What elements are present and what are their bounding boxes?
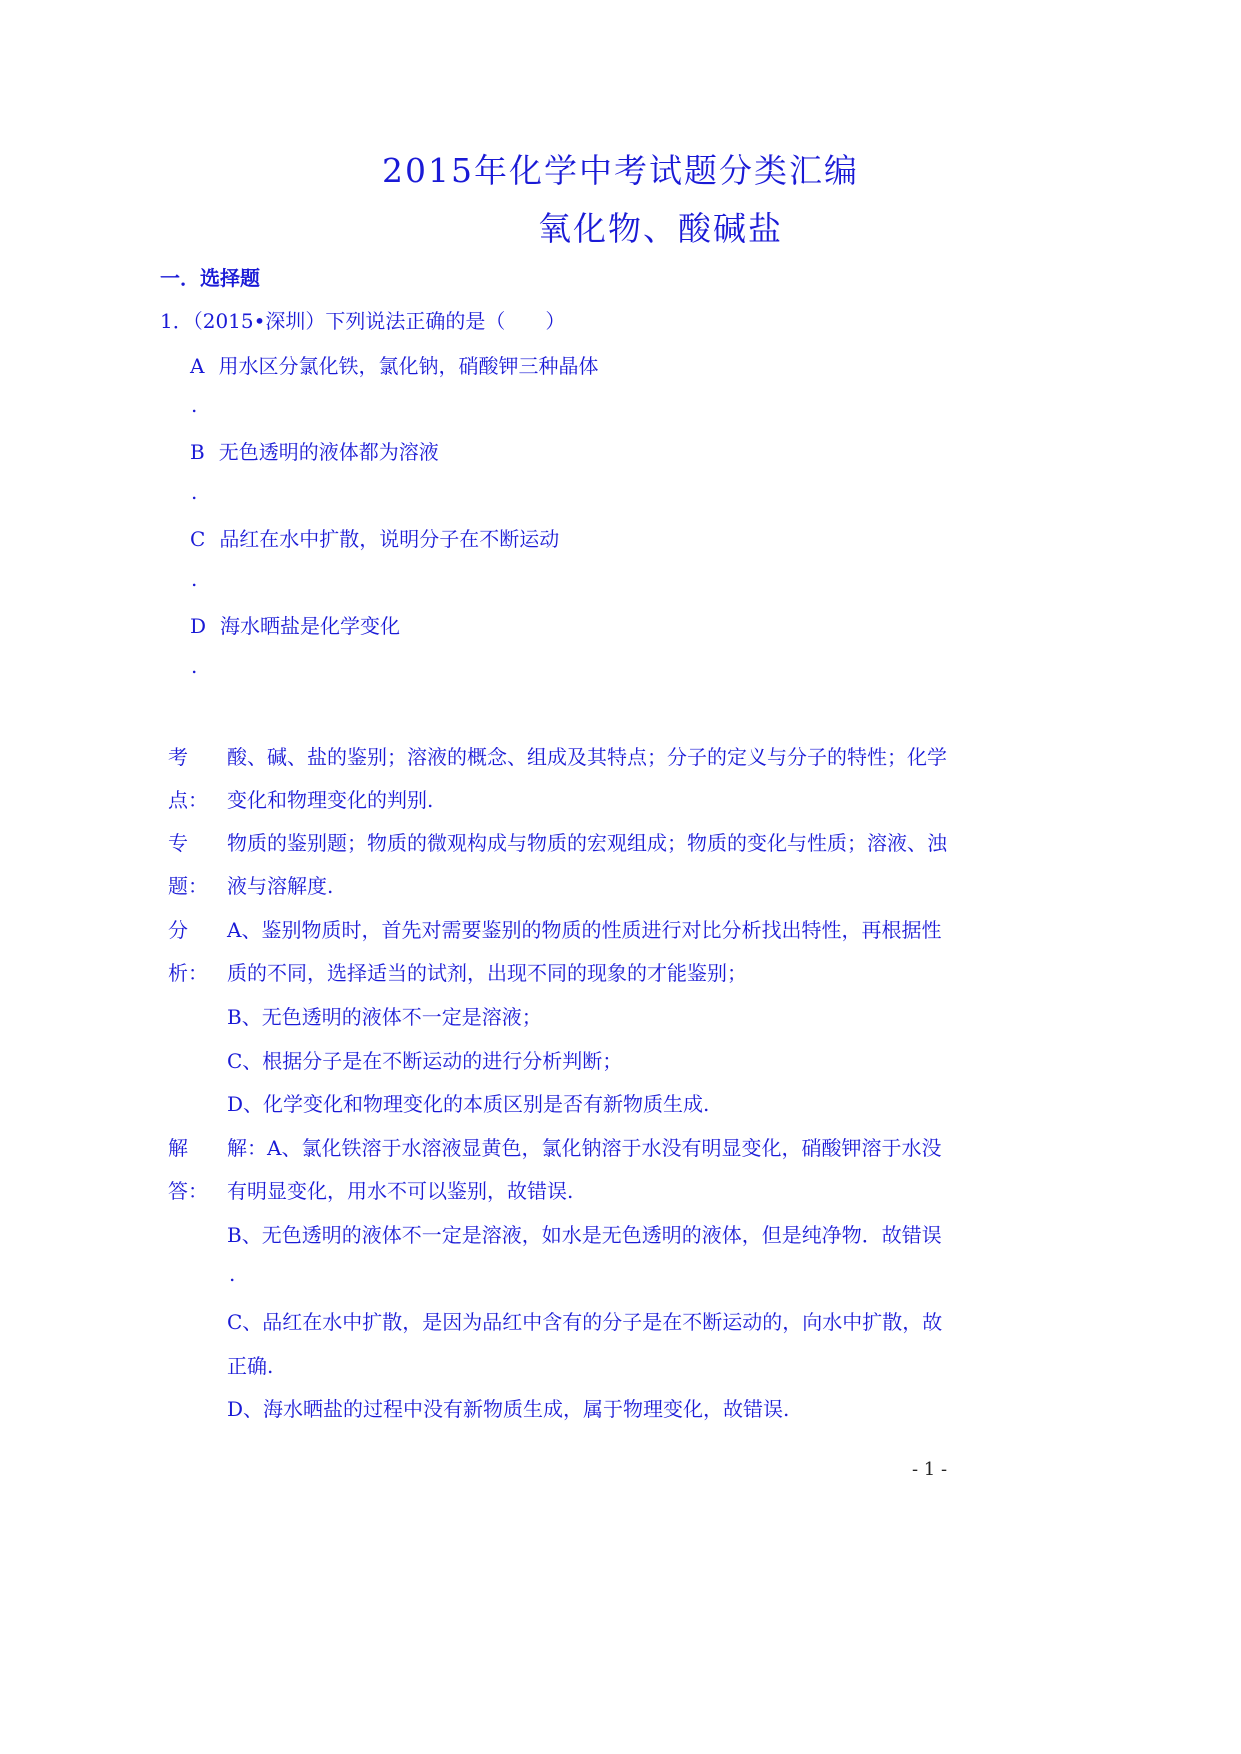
jieda-line: 正确. [227,1354,274,1378]
fenxi-line: D、化学变化和物理变化的本质区别是否有新物质生成. [227,1092,710,1116]
page-number: - 1 - [912,1459,948,1480]
option-letter: D [190,614,207,638]
option-letter: A [190,354,205,378]
kaodian-label-2: 点： [168,788,208,812]
option-letter: B [190,440,205,464]
kaodian-line: 变化和物理变化的判别. [227,788,434,812]
option-c [190,523,559,552]
option-letter: C [190,527,206,551]
option-text: 用水区分氯化铁，氯化钠，硝酸钾三种晶体 [218,354,599,378]
fenxi-label-1: 分 [168,918,188,942]
option-text: 品红在水中扩散，说明分子在不断运动 [219,527,560,551]
jieda-line: 解：A、氯化铁溶于水溶液显黄色，氯化钠溶于水没有明显变化，硝酸钾溶于水没 [227,1136,942,1160]
option-b [190,436,439,465]
option-text: 无色透明的液体都为溶液 [218,440,439,464]
zhuanti-line: 物质的鉴别题；物质的微观构成与物质的宏观组成；物质的变化与性质；溶液、浊 [227,831,947,855]
kaodian-label-1: 考 [168,745,188,769]
zhuanti-label-1: 专 [168,831,188,855]
fenxi-line: A、鉴别物质时，首先对需要鉴别的物质的性质进行对比分析找出特性，再根据性 [227,918,942,942]
zhuanti-label-2: 题： [168,874,208,898]
section-heading: 一．选择题 [160,266,260,290]
zhuanti-line: 液与溶解度. [227,874,334,898]
fenxi-line: B、无色透明的液体不一定是溶液； [227,1005,542,1029]
option-d [190,610,400,639]
fenxi-line: C、根据分子是在不断运动的进行分析判断； [227,1049,623,1073]
fenxi-label-2: 析： [168,961,208,985]
jieda-line: D、海水晒盐的过程中没有新物质生成，属于物理变化，故错误. [227,1397,790,1421]
option-dot: . [191,567,198,591]
jieda-label-2: 答： [168,1179,208,1203]
option-dot: . [191,480,198,504]
option-text: 海水晒盐是化学变化 [220,614,401,638]
jieda-line: C、品红在水中扩散，是因为品红中含有的分子是在不断运动的，向水中扩散，故 [227,1310,943,1334]
option-a [190,350,598,379]
jieda-label-1: 解 [168,1136,188,1160]
document-title: 2015年化学中考试题分类汇编 [382,151,859,190]
jieda-line: 有明显变化，用水不可以鉴别，故错误. [227,1179,574,1203]
option-dot: . [191,393,198,417]
kaodian-line: 酸、碱、盐的鉴别；溶液的概念、组成及其特点；分子的定义与分子的特性；化学 [227,745,947,769]
jieda-line: B、无色透明的液体不一定是溶液，如水是无色透明的液体，但是纯净物．故错误 [227,1223,942,1247]
jieda-line: . [229,1262,236,1286]
fenxi-line: 质的不同，选择适当的试剂，出现不同的现象的才能鉴别； [227,961,747,985]
option-dot: . [191,654,198,678]
question-stem: 1．（2015•深圳）下列说法正确的是（ ） [160,309,566,333]
document-subtitle: 氧化物、酸碱盐 [538,209,783,248]
